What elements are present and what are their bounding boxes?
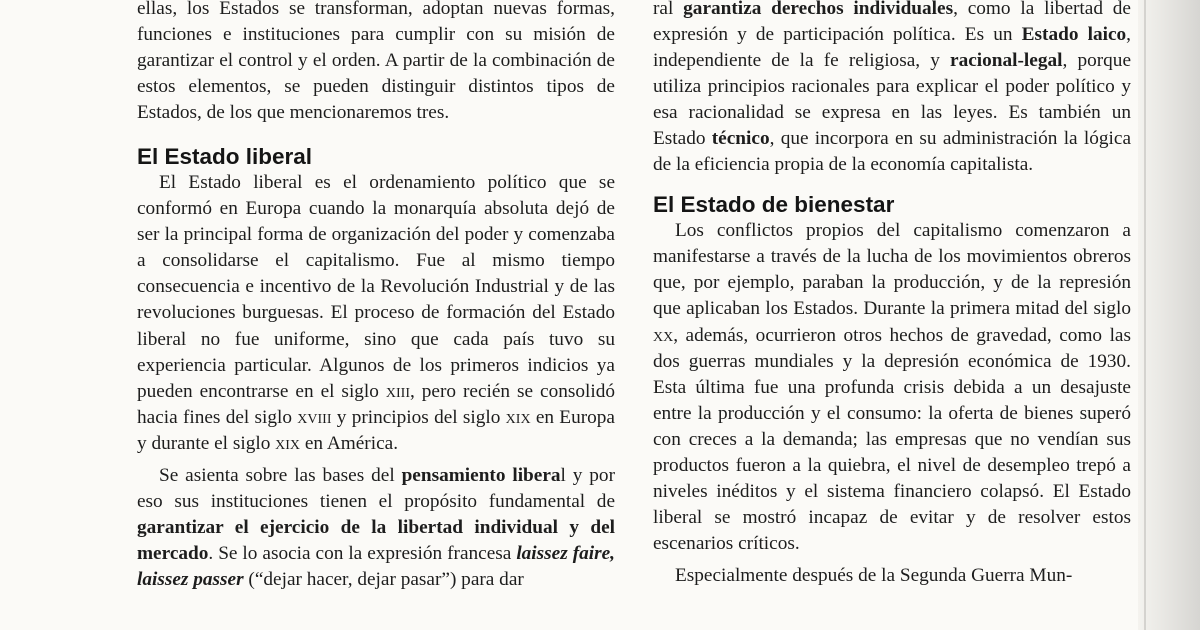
heading-estado-bienestar: El Estado de bienestar xyxy=(653,192,895,218)
bold-term-libertad-individual: garantizar el ejercicio de la libertad individual y del mercado xyxy=(137,516,615,564)
paragraph-estado-liberal-2: Se asienta sobre las bases del pensamiento liberal y por eso sus instituciones tienen el propósito fundamental de garantizar el ejercicio de la libertad individual y del mercado. Se lo asocia con la expresión francesa laissez faire, laissez passer (“dejar hacer, dejar pasar”) para dar xyxy=(137,464,615,590)
left-column xyxy=(137,0,615,593)
bold-term-racional-legal: racional-legal xyxy=(950,50,1063,72)
italic-term-laissez-faire: laissez faire, laissez passer xyxy=(137,542,615,590)
page-edge-shadow xyxy=(1138,0,1200,630)
bold-term-pensamiento-liberal: pensamiento libera xyxy=(401,464,561,486)
paragraph-estado-liberal-continued: ral garantiza derechos individuales, como la libertad de expresión y de participación política. Es un Estado laico, independiente de la fe religiosa, y racional-legal, porque utiliza principios racionales para explicar el poder político y esa racionalidad se expresa en las leyes. Es también un Estado técnico, que incorpora en su administración la lógica de la eficiencia propia de la economía capitalista. xyxy=(653,0,1132,176)
right-column xyxy=(653,0,1131,589)
bold-term-tecnico: técnico xyxy=(711,128,770,150)
bold-term-estado-laico: Estado laico xyxy=(1021,24,1127,46)
bold-term-derechos-individuales: garantiza derechos individuales xyxy=(683,0,954,19)
intro-paragraph: ellas, los Estados se transforman, adoptan nuevas formas, funciones e instituciones para cumplir con su misión de garantizar el control y el orden. A partir de la combinación de estos elementos, se pueden distinguir distintos tipos de Estados, de los que mencionaremos tres. xyxy=(137,0,615,124)
paragraph-estado-liberal-1: El Estado liberal es el ordenamiento político que se conformó en Europa cuando la monarquía absoluta dejó de ser la principal forma de organización del poder y comenzaba a consolidarse el capitalismo. Fue al mismo tiempo consecuencia e incentivo de la Revolución Industrial y de las revoluciones burguesas. El proceso de formación del Estado liberal no fue uniforme, sino que cada país tuvo su experiencia particular. Algunos de los primeros indicios ya pueden encontrarse en el siglo xiii, pero recién se consolidó hacia fines del siglo xviii y principios del siglo xix en Europa y durante el siglo xix en América. xyxy=(137,172,616,454)
paragraph-estado-bienestar-1: Los conflictos propios del capitalismo comenzaron a manifestarse a través de la lucha de los movimientos obreros que, por ejemplo, paraban la producción, y de la represión que aplicaban los Estados. Durante la primera mitad del siglo xx, además, ocurrieron otros hechos de gravedad, como las dos guerras mundiales y la depresión económica de 1930. Esta última fue una profunda crisis debida a un desajuste entre la producción y el consumo: la oferta de bienes superó con creces a la demanda; las empresas que no vendían sus productos fueron a la quiebra, el nivel de desempleo trepó a niveles inéditos y el sistema financiero colapsó. El Estado liberal se mostró incapaz de evitar y de resolver estos escenarios críticos. xyxy=(653,220,1131,554)
paragraph-estado-bienestar-2: Especialmente después de la Segunda Guerra Mun- xyxy=(675,564,1073,586)
heading-estado-liberal: El Estado liberal xyxy=(137,144,313,170)
